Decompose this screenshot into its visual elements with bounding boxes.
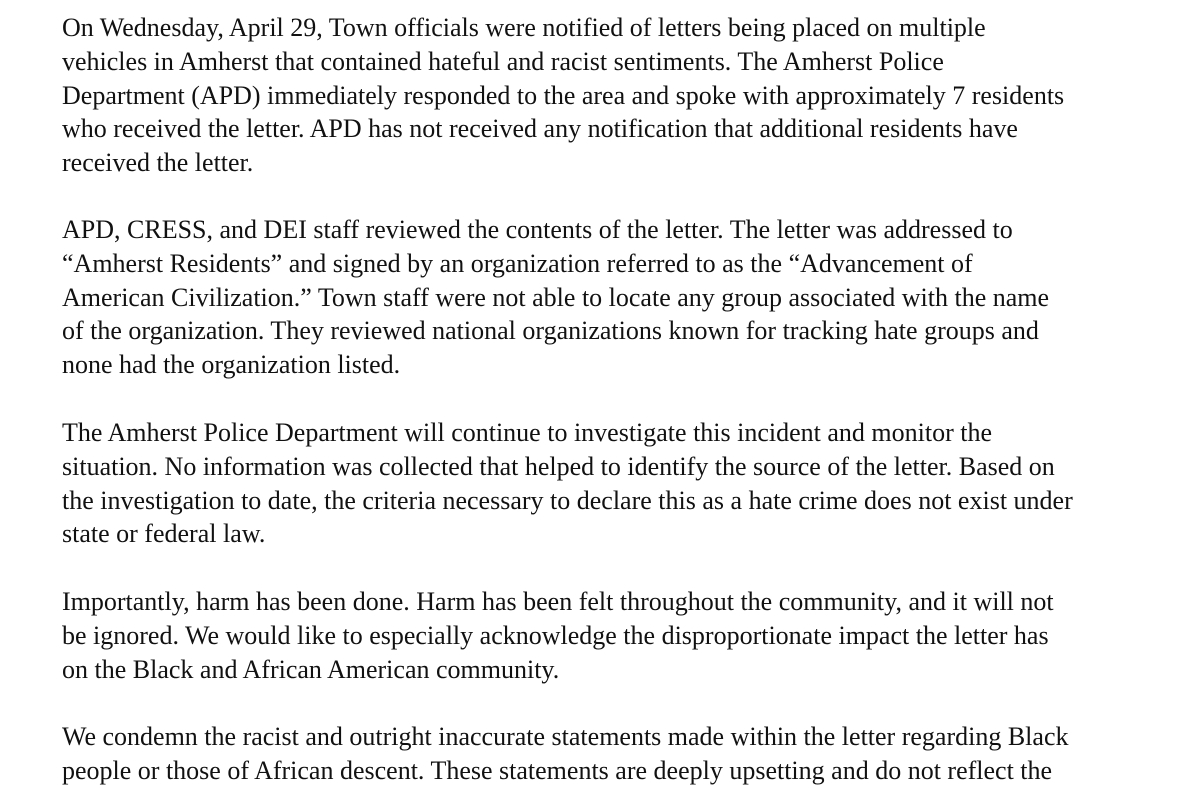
text-line: people or those of African descent. These statements are deeply upsetting and do not reflect the — [62, 755, 1053, 785]
text-line: “Amherst Residents” and signed by an organization referred to as the “Advancement of — [62, 248, 973, 278]
text-line: state or federal law. — [62, 519, 266, 549]
text-line: received the letter. — [62, 148, 254, 178]
paragraph-investigation — [62, 416, 1073, 551]
text-line: Department (APD) immediately responded to the area and spoke with approximately 7 residents — [62, 80, 1065, 110]
text-line: on the Black and African American community. — [62, 654, 560, 684]
text-line: American Civilization.” Town staff were not able to locate any group associated with the name — [62, 282, 1050, 312]
paragraph-incident-notice — [62, 11, 1064, 180]
text-line: Importantly, harm has been done. Harm has been felt throughout the community, and it will not — [62, 587, 1054, 616]
text-line: the investigation to date, the criteria necessary to declare this as a hate crime does not exist under — [62, 485, 1073, 515]
text-line: vehicles in Amherst that contained hateful and racist sentiments. The Amherst Police — [62, 46, 944, 76]
text-line: be ignored. We would like to especially acknowledge the disproportionate impact the letter has — [62, 620, 1049, 650]
text-line: APD, CRESS, and DEI staff reviewed the contents of the letter. The letter was addressed to — [62, 215, 1013, 244]
text-line: who received the letter. APD has not received any notification that additional residents have — [62, 114, 1018, 144]
paragraph-letter-review — [62, 213, 1049, 382]
text-line: situation. No information was collected that helped to identify the source of the letter. Based on — [62, 451, 1055, 481]
text-line: We condemn the racist and outright inaccurate statements made within the letter regarding Black — [62, 722, 1069, 751]
paragraph-community-harm — [62, 585, 1054, 686]
text-line: of the organization. They reviewed national organizations known for tracking hate groups and — [62, 316, 1039, 346]
text-line: none had the organization listed. — [62, 350, 401, 380]
paragraph-condemnation — [62, 720, 1068, 788]
text-line: The Amherst Police Department will continue to investigate this incident and monitor the — [62, 418, 993, 447]
text-line: On Wednesday, April 29, Town officials were notified of letters being placed on multiple — [62, 13, 986, 42]
